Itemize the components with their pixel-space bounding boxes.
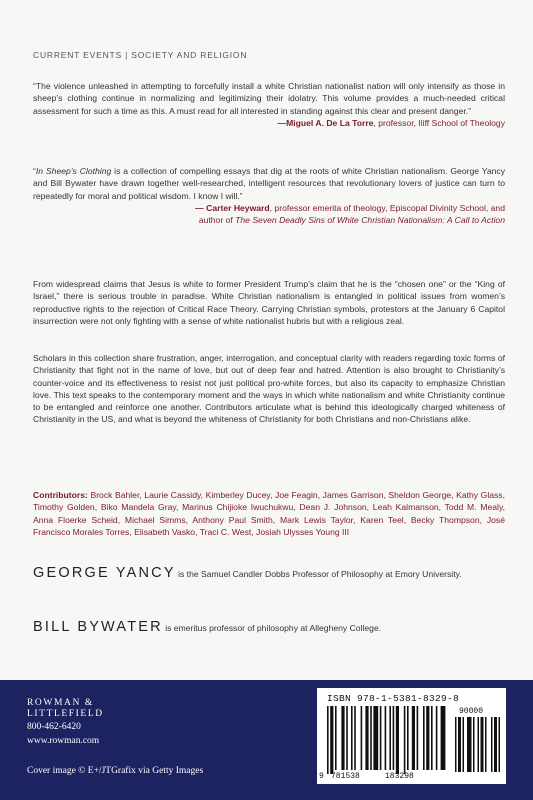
barcode-addon-bar — [473, 717, 475, 772]
publisher-block — [27, 698, 104, 748]
blurb-2-attribution — [33, 202, 505, 214]
isbn-barcode — [317, 688, 506, 784]
barcode-bar — [431, 706, 433, 770]
contributors-names: Brock Bahler, Laurie Cassidy, Kimberley Ducey, Joe Feagin, James Garrison, Sheldon George, Kathy Glass, Timothy Golden, Biko Mandela Gray, Marinus Chijioke Iwuchukwu, Dean J. Johnson, Leah Kalmanson, Todd M. Mealy, Anna Floerke Scheid, Michael Simms, Anthony Paul Smith, Mark Lewis Taylor, Karen Teel, Becky Thompson, José Francisco Morales Torres, Elisabeth Vasko, Traci C. West, Josiah Ulysses Young III — [33, 490, 505, 537]
barcode-lead-digit: 9 — [319, 772, 324, 781]
barcode-addon-bar — [463, 717, 465, 772]
barcode-right-digits: 183298 — [385, 772, 414, 781]
description-paragraph-2: Scholars in this collection share frustration, anger, interrogation, and conceptual clarity with readers regarding toxic forms of Christianity that fight not in the name of love, but out of deep fear and hatred. Attention is also brought to Christianity’s counter-voice and its effectiveness to resist not just political pro-white forces, but also its capacity to emphasize Christian love. This text speaks to the contemporary moment and the ways in which white nationalism and white Christianity continue to be entangled and reinforce one another. Contributors articulate what is behind this ideologically charged whiteness of Christianity in the US, and what is beyond the whiteness of Christianity for both Christians and non-Christians alike. — [33, 353, 505, 425]
publisher-website: www.rowman.com — [27, 736, 100, 746]
barcode-addon-bar — [467, 717, 472, 772]
barcode-bar — [407, 706, 409, 770]
barcode-main-bars — [327, 706, 445, 774]
barcode-addon-bar — [499, 717, 501, 772]
category-line: CURRENT EVENTS | SOCIETY AND RELIGION — [33, 50, 248, 60]
blurb-1-text: “The violence unleashed in attempting to forcefully install a white Christian nationalist nation will only intensify as those in sheep’s clothing continue in normalizing and legitimizing their idolatry. This volume provides a much-needed critical assessment for such a time as this. A must read for all interested in standing against this clear and present danger.” — [33, 81, 505, 116]
publisher-phone: 800-462-6420 — [27, 722, 81, 732]
barcode-bar — [389, 706, 391, 770]
barcode-bar — [380, 706, 382, 770]
barcode-bar — [341, 706, 344, 770]
author-2-name: BILL BYWATER — [33, 619, 163, 635]
barcode-addon-bar — [491, 717, 493, 772]
blurb-1-role: , professor, Iliff School of Theology — [373, 117, 505, 128]
barcode-addon-bars — [455, 717, 500, 772]
blurb-2-title: In Sheep’s Clothing — [35, 166, 112, 176]
barcode-bar — [370, 706, 372, 770]
barcode-bars — [317, 688, 506, 784]
barcode-bar — [436, 706, 438, 770]
blurb-quote-1 — [33, 80, 505, 129]
blurb-2-attribution-line2 — [33, 214, 505, 226]
author-2-bio: is emeritus professor of philosophy at Allegheny College. — [162, 623, 382, 633]
blurb-2-open: “ — [33, 166, 36, 176]
barcode-bar — [354, 706, 356, 770]
barcode-bar — [373, 706, 378, 770]
contributors-label: Contributors: — [33, 490, 88, 500]
barcode-bar — [351, 706, 353, 770]
isbn-number: ISBN 978-1-5381-8329-8 — [327, 693, 460, 704]
barcode-bar — [417, 706, 419, 770]
publisher-name-line-2: LITTLEFIELD — [27, 709, 104, 719]
blurb-2-book: The Seven Deadly Sins of White Christian Nationalism: A Call to Action — [235, 215, 505, 226]
barcode-bar — [346, 706, 348, 770]
blurb-2-name: — Carter Heyward — [195, 202, 270, 213]
barcode-bar — [441, 706, 446, 770]
blurb-2-role-prefix: author of — [198, 215, 236, 226]
contributors-list — [33, 489, 505, 538]
barcode-addon-bar — [485, 717, 487, 772]
blurb-2-text: is a collection of compelling essays that dig at the roots of white Christian nationalism. George Yancy and Bill Bywater have drawn together well-researched, intelligent resources that revolutionary lovers of justice can turn to repeatedly for moral and political wisdom. I know I will.” — [33, 166, 506, 201]
blurb-quote-2 — [33, 165, 505, 226]
barcode-bar — [393, 706, 395, 770]
barcode-bar — [327, 706, 329, 774]
cover-image-credit: Cover image © E+/JTGrafix via Getty Images — [27, 766, 204, 776]
description-paragraph-1: From widespread claims that Jesus is white to former President Trump’s claim that he is the “chosen one” or the “King of Israel,” there is serious trouble in paradise. White Christian nationalism is entangled in political issues from women’s reproductive rights to the rejection of Critical Race Theory. Carrying Christian symbols, protestors at the January 6 Capitol insurrection were not only fighting with a sense of white nationalist hubris but with a religious zeal. — [33, 279, 505, 326]
barcode-addon-bar — [481, 717, 484, 772]
blurb-2-role: , professor emerita of theology, Episcopal Divinity School, and — [269, 202, 505, 213]
author-1-name: GEORGE YANCY — [33, 565, 176, 581]
publisher-name-line-1: ROWMAN & — [27, 698, 94, 708]
barcode-addon-bar — [458, 717, 461, 772]
barcode-addon-bar — [478, 717, 480, 772]
barcode-left-digits: 781538 — [331, 772, 360, 781]
blurb-1-attribution — [33, 117, 505, 129]
barcode-addon-digits: 90000 — [459, 707, 484, 716]
barcode-bar — [426, 706, 429, 770]
barcode-bar — [335, 706, 337, 770]
author-1-bio: is the Samuel Candler Dobbs Professor of Philosophy at Emory University. — [175, 569, 462, 579]
barcode-bar — [396, 706, 399, 774]
author-bio-2 — [33, 621, 505, 634]
barcode-bar — [412, 706, 415, 770]
barcode-bar — [404, 706, 406, 774]
barcode-bar — [361, 706, 363, 770]
barcode-bar — [365, 706, 368, 770]
barcode-bar — [330, 706, 333, 774]
barcode-addon-bar — [494, 717, 497, 772]
author-bio-1 — [33, 567, 505, 580]
blurb-1-name: —Miguel A. De La Torre — [277, 117, 374, 128]
barcode-bar — [423, 706, 425, 770]
barcode-addon-bar — [455, 717, 457, 772]
barcode-bar — [385, 706, 387, 770]
